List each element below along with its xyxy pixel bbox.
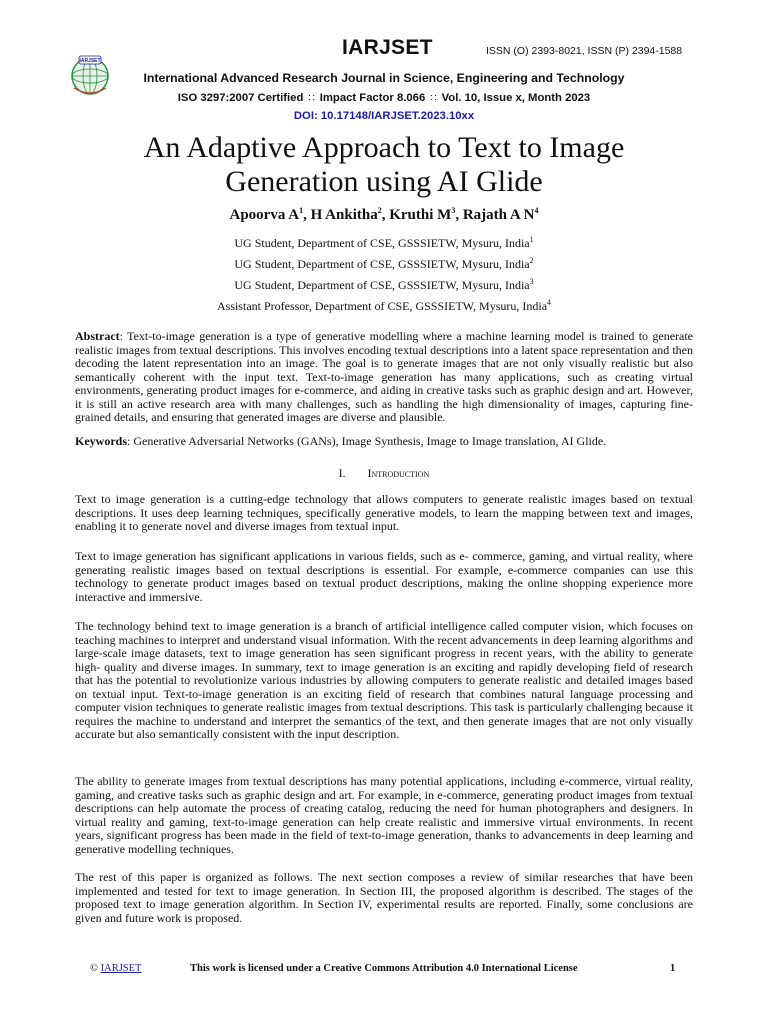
title-line-2: Generation using AI Glide <box>225 165 543 198</box>
section-title: Introduction <box>367 466 430 480</box>
affiliation-text: UG Student, Department of CSE, GSSSIETW, Mysuru, India <box>234 236 530 250</box>
author-name: H Ankitha <box>310 207 378 223</box>
author-separator: , <box>455 207 463 223</box>
title-line-1: An Adaptive Approach to Text to Image <box>143 131 625 164</box>
page-number: 1 <box>670 963 676 974</box>
affiliation <box>0 299 768 320</box>
journal-short-name: IARJSET <box>342 36 433 59</box>
license-text: This work is licensed under a Creative Commons Attribution 4.0 International License <box>190 963 578 974</box>
page-footer <box>0 963 768 979</box>
paragraph: The ability to generate images from textual descriptions has many potential applications, including e-commerce, virtual reality, gaming, and creative tasks such as graphic design and art. For example, in e-commerce, generating product images from textual descriptions can help automate the process of creating catalog, reducing the need for human photographers and designers. In virtual reality and gaming, text-to-image generation can help create realistic and immersive virtual environments. In recent years, significant progress has been made in the field of text-to-image generation, thanks to advancements in deep learning and generative modelling techniques. <box>75 774 693 856</box>
affiliation-list <box>0 236 768 320</box>
affiliation-text: UG Student, Department of CSE, GSSSIETW, Mysuru, India <box>234 278 530 292</box>
page-header <box>0 0 768 124</box>
affiliation-mark: 1 <box>529 235 534 244</box>
certification-line <box>0 92 768 104</box>
doi-link[interactable]: DOI: 10.17148/IARJSET.2023.10xx <box>293 110 475 122</box>
paragraph: Text to image generation has significant applications in various fields, such as e- commerce, gaming, and virtual reality, where generating realistic images based on textual descriptions is essential. For example, e-commerce companies can use this technology to generate product images based on textual product descriptions, making the online shopping experience more interactive and immersive. <box>75 549 693 604</box>
affiliation <box>0 278 768 299</box>
affiliation-mark: 4 <box>547 298 552 307</box>
paper-title <box>0 131 768 199</box>
copyright <box>90 963 141 974</box>
keywords-label: Keywords <box>75 434 127 448</box>
separator-icon: ∷ <box>430 93 437 104</box>
author-name: Apoorva A <box>229 207 300 223</box>
author-name: Rajath A N <box>462 207 535 223</box>
section-number: I. <box>338 468 346 480</box>
keywords-text: : Generative Adversarial Networks (GANs), Image Synthesis, Image to Image translation, AI Glide. <box>127 434 607 448</box>
iarjset-link[interactable]: IARJSET <box>100 963 142 974</box>
keywords <box>75 435 693 449</box>
author-affil-mark: 3 <box>451 206 456 215</box>
journal-full-name: International Advanced Research Journal in Science, Engineering and Technology <box>143 71 625 85</box>
certification: ISO 3297:2007 Certified <box>177 92 304 104</box>
author-separator: , <box>303 207 311 223</box>
author-list <box>0 207 768 224</box>
separator-icon: ∷ <box>308 93 315 104</box>
issn-numbers: ISSN (O) 2393-8021, ISSN (P) 2394-1588 <box>486 45 683 57</box>
paragraph: The technology behind text to image generation is a branch of artificial intelligence called computer vision, which focuses on teaching machines to interpret and understand visual information. With the recent advancements in deep learning algorithms and large-scale image datasets, text to image generation has seen significant progress in recent years, with the ability to generate high- quality and diverse images. In summary, text to image generation is an exciting and rapidly developing field of research that has the potential to revolutionize various industries by allowing computers to generate realistic and detailed images based on textual input. Text-to-image generation is an exciting field of research that combines natural language processing and computer vision techniques to generate realistic images from textual descriptions. This task is particularly challenging because it requires the machine to understand and interpret the semantics of the text, and then generate images that are not only visually accurate but also semantically consistent with the input description. <box>75 619 693 741</box>
author-affil-mark: 2 <box>377 206 382 215</box>
author-affil-mark: 4 <box>534 206 539 215</box>
affiliation <box>0 236 768 257</box>
affiliation-text: Assistant Professor, Department of CSE, GSSSIETW, Mysuru, India <box>216 299 548 313</box>
svg-text:IARJSET: IARJSET <box>79 58 101 65</box>
abstract <box>75 330 693 425</box>
affiliation-mark: 3 <box>529 277 534 286</box>
author-affil-mark: 1 <box>299 206 304 215</box>
affiliation <box>0 257 768 278</box>
impact-factor: Impact Factor 8.066 <box>319 92 426 104</box>
affiliation-mark: 2 <box>529 256 534 265</box>
volume-issue: Vol. 10, Issue x, Month 2023 <box>441 92 591 104</box>
section-heading <box>0 466 768 481</box>
paragraph: Text to image generation is a cutting-edge technology that allows computers to generate realistic images based on textual descriptions. It uses deep learning techniques, specifically generative models, to learn the mapping between text and images, enabling it to generate novel and diverse images from textual input. <box>75 492 693 533</box>
author-name: Kruthi M <box>389 207 452 223</box>
copyright-icon: © <box>90 963 98 974</box>
affiliation-text: UG Student, Department of CSE, GSSSIETW, Mysuru, India <box>234 257 530 271</box>
paragraph: The rest of this paper is organized as follows. The next section composes a review of similar researches that have been implemented and tested for text to image generation. In Section III, the proposed algorithm is described. The stages of the proposed text to image generation algorithm. In Section IV, experimental results are reported. Finally, some conclusions are given and future work is proposed. <box>75 870 693 925</box>
abstract-text: : Text-to-image generation is a type of generative modelling where a machine learning model is trained to generate realistic images from textual descriptions. This involves encoding textual descriptions into a latent space representation and then decoding the latent representation into an image. The goal is to generate images that are not only visually realistic but also semantically coherent with the input text. Text-to-image generation has many applications, such as creating virtual environments, generating product images for e-commerce, and aiding in creative tasks such as graphic design and art. However, it is still an active research area with many challenges, such as handling the high dimensionality of images, capturing fine-grained details, and ensuring that generated images are diverse and plausible. <box>75 329 693 424</box>
abstract-label: Abstract <box>75 329 120 343</box>
author-separator: , <box>381 207 390 223</box>
